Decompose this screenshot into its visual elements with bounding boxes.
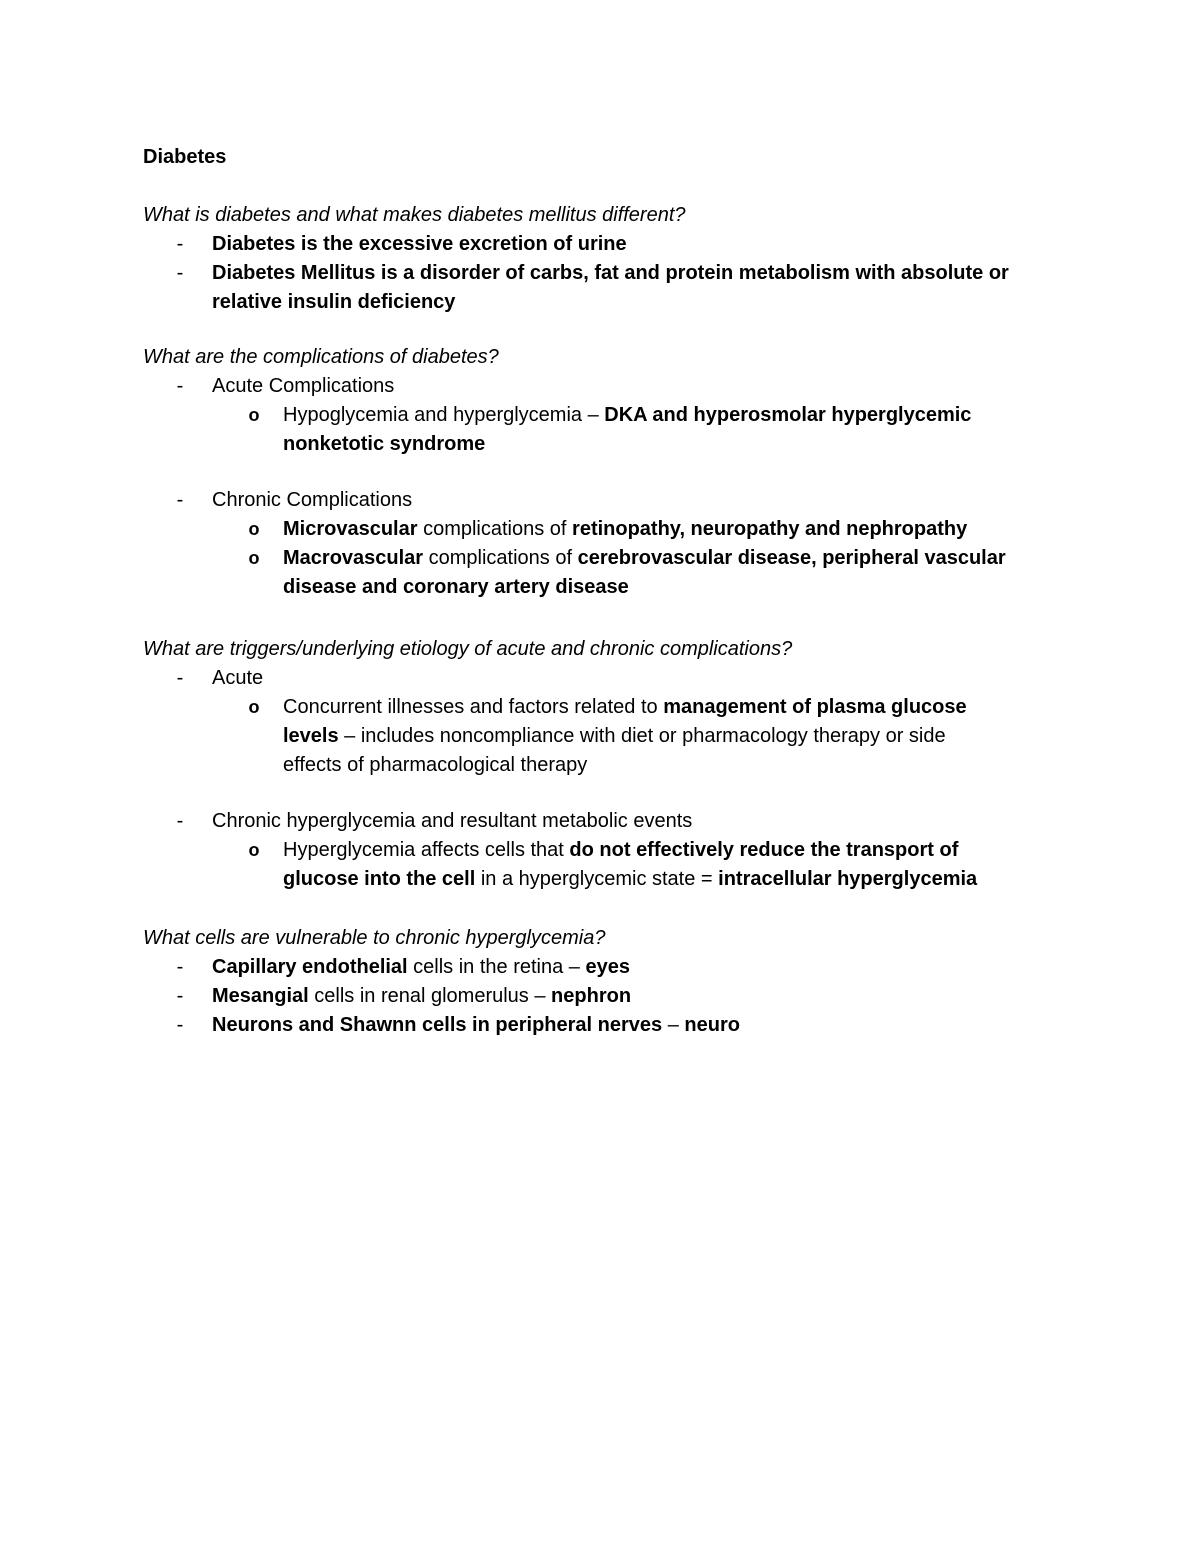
dash-bullet-icon: -	[176, 985, 184, 1007]
text-run: Chronic Complications	[212, 489, 413, 511]
dash-bullet-icon: -	[176, 956, 184, 978]
text-run: cerebrovascular disease, peripheral vascular	[577, 547, 1006, 569]
text-run: nephron	[551, 985, 632, 1007]
sub-bullet-item	[283, 575, 629, 599]
text-run: effects of pharmacological therapy	[283, 754, 588, 776]
dash-bullet-icon: -	[176, 489, 184, 511]
bullet-item	[212, 232, 627, 256]
dash-bullet-icon: -	[176, 233, 184, 255]
circle-bullet-icon: o	[248, 405, 260, 425]
text-run: cells in renal glomerulus –	[308, 985, 552, 1007]
text-run: in a hyperglycemic state =	[475, 868, 719, 890]
bullet-item	[212, 666, 263, 690]
text-run: Mesangial	[212, 985, 309, 1007]
sub-bullet-item	[283, 724, 946, 748]
text-run: – includes noncompliance with diet or pharmacology therapy or side	[338, 725, 946, 747]
dash-bullet-icon: -	[176, 375, 184, 397]
sub-bullet-item	[283, 838, 958, 862]
circle-bullet-icon: o	[248, 840, 260, 860]
document-title: Diabetes	[143, 146, 227, 168]
section-question: What cells are vulnerable to chronic hyperglycemia?	[143, 927, 606, 949]
sub-bullet-item	[283, 753, 587, 777]
text-run: Hyperglycemia affects cells that	[283, 839, 570, 861]
sub-bullet-item	[283, 546, 1006, 570]
bullet-item	[212, 809, 692, 833]
dash-bullet-icon: -	[176, 810, 184, 832]
text-run: cells in the retina –	[407, 956, 586, 978]
bullet-item	[212, 290, 455, 314]
text-run: complications of	[423, 547, 578, 569]
text-run: eyes	[585, 956, 630, 978]
dash-bullet-icon: -	[176, 667, 184, 689]
dash-bullet-icon: -	[176, 1014, 184, 1036]
sub-bullet-item	[283, 403, 971, 427]
text-run: Diabetes Mellitus is a disorder of carbs, fat and protein metabolism with absolute or	[212, 262, 1009, 284]
bullet-item	[212, 1013, 740, 1037]
section-question: What is diabetes and what makes diabetes mellitus different?	[143, 204, 686, 226]
circle-bullet-icon: o	[248, 548, 260, 568]
text-run: intracellular hyperglycemia	[718, 868, 978, 890]
text-run: complications of	[417, 518, 573, 540]
section-question: What are the complications of diabetes?	[143, 346, 499, 368]
sub-bullet-item	[283, 695, 967, 719]
text-run: DKA and hyperosmolar hyperglycemic	[604, 404, 972, 426]
text-run: relative insulin deficiency	[212, 291, 456, 313]
text-run: –	[662, 1014, 685, 1036]
text-run: glucose into the cell	[283, 868, 476, 890]
bullet-item	[212, 488, 412, 512]
text-run: Microvascular	[283, 518, 418, 540]
text-run: Concurrent illnesses and factors related to	[283, 696, 664, 718]
text-run: Macrovascular	[283, 547, 424, 569]
text-run: Chronic hyperglycemia and resultant metabolic events	[212, 810, 693, 832]
sub-bullet-item	[283, 517, 967, 541]
sub-bullet-item	[283, 432, 485, 456]
bullet-item	[212, 374, 394, 398]
text-run: levels	[283, 725, 339, 747]
text-run: disease and coronary artery disease	[283, 576, 629, 598]
text-run: do not effectively reduce the transport of	[569, 839, 959, 861]
dash-bullet-icon: -	[176, 262, 184, 284]
sub-bullet-item	[283, 867, 977, 891]
text-run: retinopathy, neuropathy and nephropathy	[572, 518, 968, 540]
bullet-item	[212, 955, 630, 979]
circle-bullet-icon: o	[248, 519, 260, 539]
text-run: Acute Complications	[212, 375, 395, 397]
text-run: Neurons and Shawnn cells in peripheral nerves	[212, 1014, 663, 1036]
text-run: management of plasma glucose	[663, 696, 967, 718]
circle-bullet-icon: o	[248, 697, 260, 717]
bullet-item	[212, 984, 631, 1008]
text-run: neuro	[684, 1014, 740, 1036]
text-run: Hypoglycemia and hyperglycemia –	[283, 404, 605, 426]
text-run: Diabetes is the excessive excretion of urine	[212, 233, 627, 255]
bullet-item	[212, 261, 1009, 285]
section-question: What are triggers/underlying etiology of acute and chronic complications?	[143, 638, 793, 660]
text-run: Acute	[212, 667, 264, 689]
text-run: Capillary endothelial	[212, 956, 408, 978]
text-run: nonketotic syndrome	[283, 433, 486, 455]
